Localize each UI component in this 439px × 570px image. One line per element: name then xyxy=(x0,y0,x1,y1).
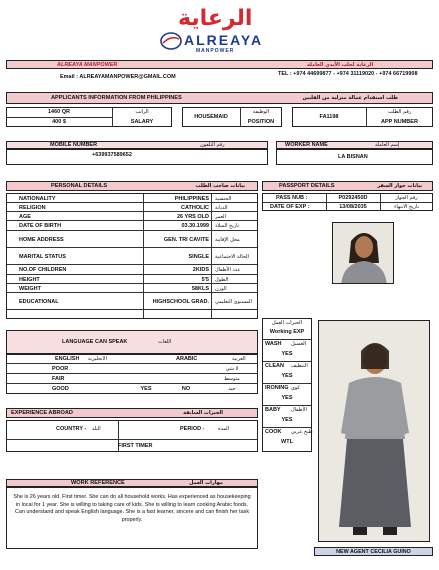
language-arabic-value xyxy=(166,364,206,373)
language-level-label: FAIR xyxy=(52,375,65,382)
personal-header xyxy=(6,181,258,191)
personal-row xyxy=(7,221,257,231)
personal-row xyxy=(7,231,257,248)
personal-row-arabic: عدد الأطفال xyxy=(215,267,241,273)
worker-label-arabic: إسم العاملة xyxy=(375,142,400,148)
agency-email: Email : ALREAYAMANPOWER@GMAIL.COM xyxy=(60,74,176,80)
arabic-label-arabic: العربية xyxy=(232,355,246,362)
worker-label: WORKER NAME xyxy=(285,142,328,148)
logo-globe-icon xyxy=(160,32,182,50)
language-level-arabic: متوسط xyxy=(224,375,240,382)
exp-arabic: تاريخ الانتهاء xyxy=(394,203,419,210)
full-body-figure-icon xyxy=(319,321,430,542)
english-label: ENGLISH xyxy=(55,355,80,362)
skill-label: IRONING xyxy=(265,384,289,391)
pass-no-value: P0292450D xyxy=(338,194,368,201)
logo-latin-text: ALREAYA xyxy=(184,32,264,48)
position-arabic: الوظيفة xyxy=(252,109,270,115)
agent-footer xyxy=(314,547,433,556)
app-number-value: FA1198 xyxy=(319,114,339,120)
skill-label-arabic: كوي xyxy=(291,384,300,391)
period-arabic: المدة xyxy=(218,426,230,432)
personal-row-label: WEIGHT xyxy=(19,285,41,292)
personal-row-label: EDUCATIONAL xyxy=(19,298,59,305)
skill-label-arabic: الغسيل xyxy=(291,340,307,347)
language-title: LANGUAGE CAN SPEAK xyxy=(62,339,128,345)
headshot-figure-icon xyxy=(333,223,394,284)
language-english-value: YES xyxy=(140,385,152,392)
full-body-photo xyxy=(318,320,430,542)
language-level-label: GOOD xyxy=(52,385,69,392)
skill-label-arabic: الأطفال xyxy=(291,406,307,413)
salary-label: SALARY xyxy=(130,119,154,125)
language-english-value xyxy=(126,374,166,383)
skill-value: WTL xyxy=(263,437,311,446)
experience-title-arabic: الخبرات السابقة xyxy=(183,410,223,416)
salary-arabic: الراتب xyxy=(135,109,149,115)
agency-phone: TEL : +974 44699877 - +974 31119020 - +974 66719908 xyxy=(278,71,418,77)
experience-header xyxy=(6,408,258,418)
personal-row-arabic: الجنسية xyxy=(215,195,232,202)
personal-row-value: HIGHSCHOOL GRAD. xyxy=(152,298,209,305)
position-label: POSITION xyxy=(247,119,275,125)
personal-row xyxy=(7,203,257,212)
personal-row-value: 5'5 xyxy=(201,276,209,283)
country-label: COUNTRY - xyxy=(56,426,87,432)
personal-row-arabic: الديانة xyxy=(215,204,228,211)
working-exp-label: Working EXP xyxy=(269,329,305,335)
agency-logo xyxy=(160,6,280,56)
personal-row-value: 58KLS xyxy=(191,285,209,292)
mobile-value-box xyxy=(6,149,268,165)
country-arabic: البلد xyxy=(92,426,101,432)
personal-row xyxy=(7,284,257,293)
personal-row-label: HEIGHT xyxy=(19,276,40,283)
period-label: PERIOD - xyxy=(180,426,205,432)
personal-row-label: HOME ADDRESS xyxy=(19,236,64,243)
work-ref-title-arabic: مهارات العمل xyxy=(189,480,223,486)
agency-bar xyxy=(6,60,433,69)
skill-value: YES xyxy=(263,371,311,380)
exp-value: 13/08/2035 xyxy=(339,203,367,210)
language-level-arabic: جيد xyxy=(228,385,236,392)
personal-row xyxy=(7,212,257,221)
applicants-title-arabic: طلب استقدام عمالة منزلية من الفلبين xyxy=(302,95,398,101)
skill-label: WASH xyxy=(265,340,282,347)
personal-row-label: MARITAL STATUS xyxy=(19,253,66,260)
language-level-arabic: لا شي xyxy=(225,365,239,372)
experience-value: FIRST TIMER xyxy=(118,442,153,449)
passport-title-arabic: بيانات جواز السفر xyxy=(377,183,422,189)
language-level-label: POOR xyxy=(52,365,69,372)
personal-row-arabic: الوزن xyxy=(215,285,227,292)
personal-title-arabic: بيانات صاحب الطلب xyxy=(195,183,245,189)
personal-row xyxy=(7,194,257,203)
personal-row-value: SINGLE xyxy=(188,253,209,260)
language-arabic-value: NO xyxy=(181,385,191,392)
skills-table xyxy=(262,318,312,452)
pass-no-arabic: رقم الجواز xyxy=(395,194,418,201)
personal-table xyxy=(6,193,258,319)
agent-name: NEW AGENT CECILIA GUINO xyxy=(336,548,411,555)
personal-row-label: DATE OF BIRTH xyxy=(19,223,62,229)
app-number-label: APP NUMBER xyxy=(381,119,418,125)
language-row xyxy=(6,373,258,383)
pass-no-label: PASS NUB : xyxy=(276,194,308,201)
language-english-value xyxy=(126,364,166,373)
personal-row-label: NO.OF CHILDREN xyxy=(19,267,67,273)
logo-sub-text: MANPOWER xyxy=(196,48,235,54)
work-ref-title: WORK REFERENCE xyxy=(71,480,125,486)
passport-header xyxy=(262,181,433,191)
personal-row-arabic: المستوى التعليمي xyxy=(215,298,252,305)
headshot-photo xyxy=(332,222,394,284)
applicants-title: APPLICANTS INFORMATION FROM PHILIPPINES xyxy=(51,95,182,101)
skill-label: BABY xyxy=(265,406,281,413)
skill-label: COOK xyxy=(265,428,282,435)
language-title-arabic: اللغات xyxy=(158,339,172,345)
personal-row-value: PHILIPPINES xyxy=(174,195,209,202)
personal-row-label: NATIONALITY xyxy=(19,195,56,202)
app-number-arabic: رقم الطلب xyxy=(387,109,412,115)
english-label-arabic: الانجليزية xyxy=(88,355,107,362)
language-header xyxy=(6,330,258,354)
personal-row xyxy=(7,265,257,275)
personal-row-arabic: الحالة الاجتماعية xyxy=(215,253,249,260)
work-ref-text: She is 26 years old. First timer. She can do all household works. Has experienced as housekeeping in local for 1 year. She is willing to taking care of kids. She is willing to learn cooking Arabic foods. Can understand and speak English language. She is a fast learner, sincere and can finish her task properly. xyxy=(13,494,251,523)
language-row xyxy=(6,383,258,393)
personal-row-value: GEN. TRI CAVITE xyxy=(163,236,209,243)
personal-row xyxy=(7,248,257,265)
worker-value: LA BISNAN xyxy=(338,154,368,160)
personal-row-value: 26 YRS OLD xyxy=(177,213,209,220)
personal-row xyxy=(7,293,257,310)
personal-row-arabic: تاريخ الميلاد xyxy=(215,223,240,229)
agency-name: ALREAYA MANPOWER xyxy=(57,62,118,68)
personal-row-label: RELIGION xyxy=(19,204,46,211)
arabic-label: ARABIC xyxy=(176,355,198,362)
exp-label: DATE OF EXP : xyxy=(270,203,310,210)
logo-arabic-text: الرعاية xyxy=(178,6,253,31)
personal-row-value: CATHOLIC xyxy=(180,204,209,211)
personal-row-arabic: محل الإقامة xyxy=(215,236,240,243)
agency-name-arabic: الرعاية لجلب الأيدي العاملة xyxy=(307,62,374,68)
mobile-value: +639937589652 xyxy=(92,152,132,158)
mobile-header xyxy=(6,141,268,149)
skills-title-arabic: الخبرات العمل xyxy=(271,320,303,326)
salary-qr: 1460 QR xyxy=(47,109,70,115)
experience-title: EXPERIENCE ABROAD xyxy=(11,410,73,416)
personal-row-value: 2KIDS xyxy=(192,267,209,273)
mobile-label-arabic: رقم التلفون xyxy=(200,142,225,148)
personal-row-arabic: العمر xyxy=(215,213,226,220)
work-ref-header xyxy=(6,479,258,487)
skill-label-arabic: طبخ عربي xyxy=(291,428,313,435)
language-row xyxy=(6,363,258,373)
skill-value: YES xyxy=(263,349,311,358)
applicants-header xyxy=(6,92,433,104)
personal-row-label: AGE xyxy=(19,213,31,220)
personal-row-value: 03.30.1999 xyxy=(181,223,209,229)
passport-title: PASSPORT DETAILS xyxy=(279,183,335,189)
skill-label-arabic: التنظيف xyxy=(291,362,308,369)
salary-usd: 400 $ xyxy=(52,119,66,125)
language-arabic-value xyxy=(166,374,206,383)
mobile-label: MOBILE NUMBER xyxy=(50,142,98,148)
skill-value: YES xyxy=(263,415,311,424)
skill-label: CLEAN xyxy=(265,362,284,369)
personal-row xyxy=(7,275,257,284)
personal-row-arabic: الطول xyxy=(215,276,229,283)
personal-title: PERSONAL DETAILS xyxy=(51,183,108,189)
position-value: HOUSEMAID xyxy=(194,114,228,120)
skill-value: YES xyxy=(263,393,311,402)
